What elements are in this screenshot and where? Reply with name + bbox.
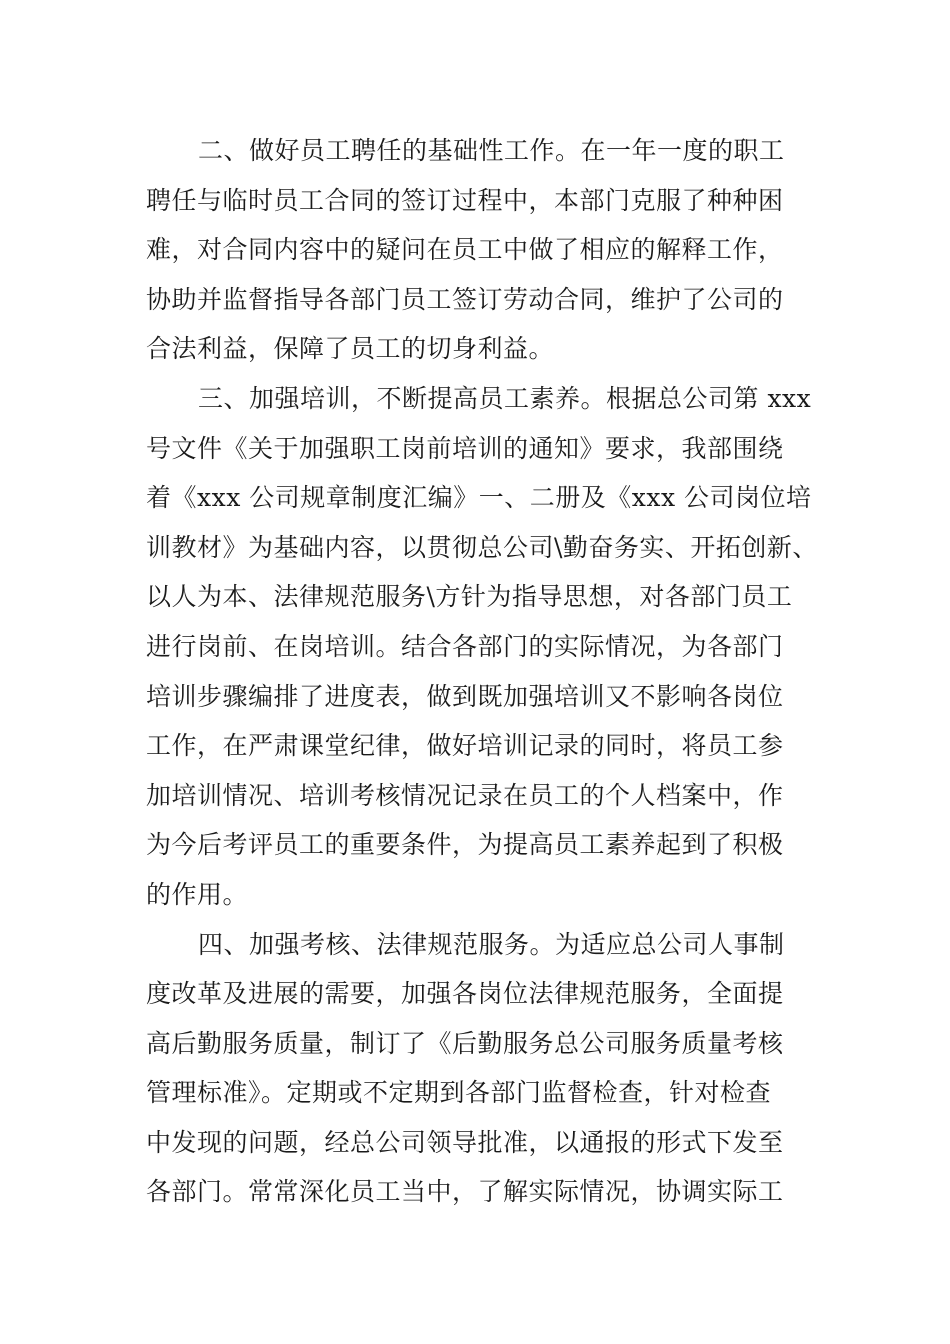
text-line: 加培训情况、培训考核情况记录在员工的个人档案中，作	[146, 780, 784, 810]
text-line: 进行岗前、在岗培训。结合各部门的实际情况，为各部门	[146, 631, 784, 661]
text-line: 难，对合同内容中的疑问在员工中做了相应的解释工作，	[146, 235, 784, 265]
text-line: 以人为本、法律规范服务\方针为指导思想，对各部门员工	[146, 582, 793, 612]
text-line: 二、做好员工聘任的基础性工作。在一年一度的职工	[198, 136, 785, 165]
document-body	[146, 126, 818, 1217]
text-line: 中发现的问题，经总公司领导批准，以通报的形式下发至	[146, 1127, 784, 1157]
text-line: 为今后考评员工的重要条件，为提高员工素养起到了积极	[146, 830, 784, 860]
text-line: 度改革及进展的需要，加强各岗位法律规范服务，全面提	[146, 979, 784, 1009]
text-line: 三、加强培训，不断提高员工素养。根据总公司第 xxx	[198, 383, 812, 413]
text-line: 着《xxx 公司规章制度汇编》一、二册及《xxx 公司岗位培	[146, 483, 812, 513]
text-line: 聘任与临时员工合同的签订过程中，本部门克服了种种困	[146, 185, 784, 215]
text-line: 的作用。	[146, 879, 249, 909]
text-line: 工作，在严肃课堂纪律，做好培训记录的同时，将员工参	[146, 731, 784, 761]
paragraph-4	[146, 920, 806, 1218]
text-line: 高后勤服务质量，制订了《后勤服务总公司服务质量考核	[146, 1028, 784, 1058]
text-line: 四、加强考核、法律规范服务。为适应总公司人事制	[198, 929, 785, 959]
text-line: 号文件《关于加强职工岗前培训的通知》要求，我部围绕	[146, 433, 784, 463]
text-line: 训教材》为基础内容，以贯彻总公司\勤奋务实、开拓创新、	[146, 532, 818, 562]
text-line: 管理标准》。定期或不定期到各部门监督检查，针对检查	[146, 1078, 772, 1108]
text-line: 各部门。常常深化员工当中，了解实际情况，协调实际工	[146, 1177, 784, 1207]
paragraph-3	[146, 374, 818, 920]
text-line: 合法利益，保障了员工的切身利益。	[146, 334, 555, 364]
paragraph-2	[146, 126, 806, 374]
text-line: 培训步骤编排了进度表，做到既加强培训又不影响各岗位	[146, 681, 784, 711]
text-line: 协助并监督指导各部门员工签订劳动合同，维护了公司的	[146, 284, 784, 314]
